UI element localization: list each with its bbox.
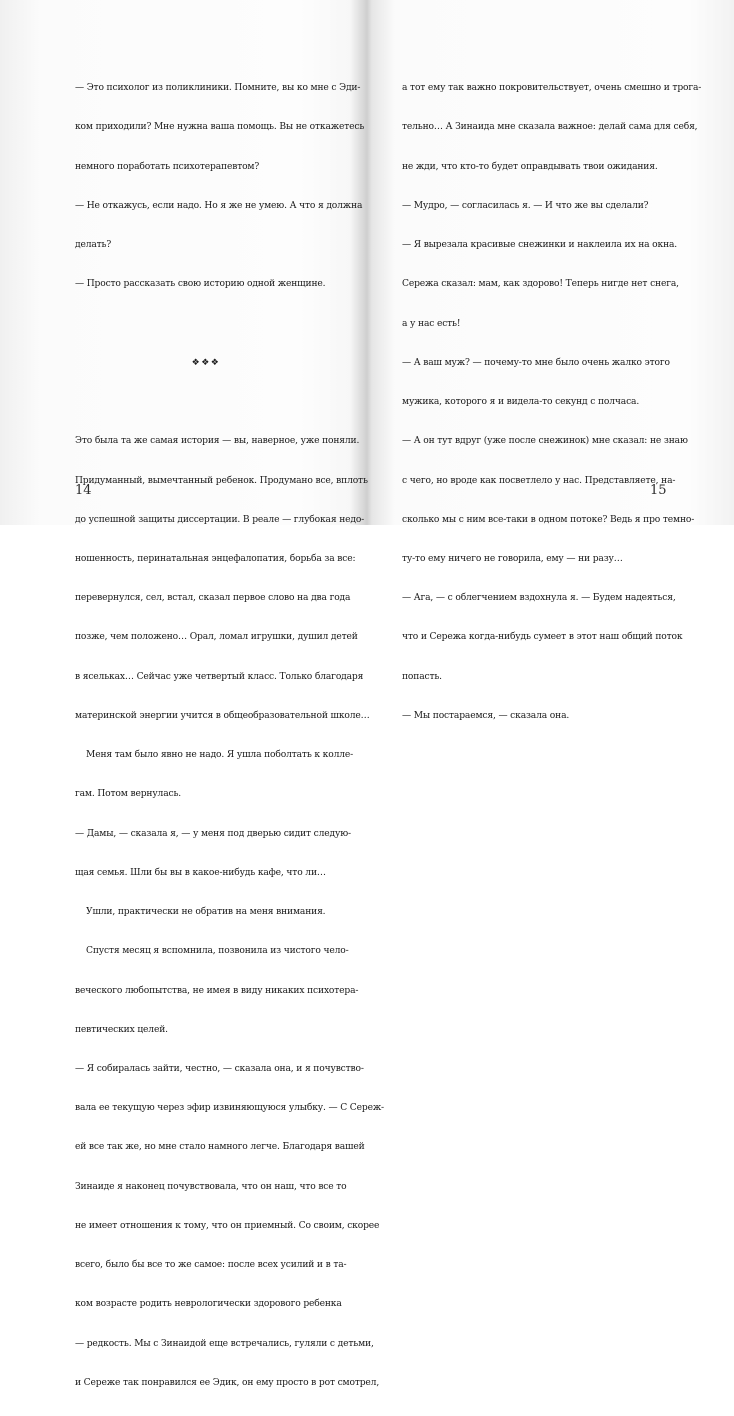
text-line: — Мудро, — согласилась я. — И что же вы сделали? [402,200,649,211]
text-line: ком возрасте родить неврологически здорового ребенка [75,1299,342,1310]
text-line: а у нас есть! [402,318,461,329]
text-line: вала ее текущую через эфир извиняющуюся улыбку. — С Сереж- [75,1103,384,1114]
text-line: Придуманный, вымечтанный ребенок. Продумано все, вплоть [75,475,368,486]
right-page-text [402,56,702,749]
section-break-ornament: ❖❖❖ [191,357,221,368]
section-gap [75,318,337,331]
left-page-text [75,56,384,1416]
text-line: Меня там было явно не надо. Я ушла поболтать к колле- [75,750,354,761]
text-line: — Мы постараемся, — сказала она. [402,710,570,721]
right-page [367,0,734,721]
text-line: не имеет отношения к тому, что он приемный. Со своим, скорее [75,1220,380,1231]
text-line: — Я вырезала красивые снежинки и наклеила их на окна. [402,240,678,251]
text-line: — редкость. Мы с Зинаидой еще встречались, гуляли с детьми, [75,1338,374,1349]
text-line: Зинаиде я наконец почувствовала, что он наш, что все то [75,1181,347,1192]
page-number-left: 14 [75,483,92,498]
text-line: перевернулся, сел, встал, сказал первое слово на два года [75,593,351,604]
text-line: не жди, что кто-то будет оправдывать твои ожидания. [402,161,658,172]
text-line: до успешной защиты диссертации. В реале — глубокая недо- [75,514,365,525]
text-line: — Я собиралась зайти, честно, — сказала она, и я почувство- [75,1064,364,1075]
page-number-right: 15 [650,483,667,498]
text-line: в яселькax… Сейчас уже четвертый класс. Только благодаря [75,671,364,682]
text-line: ту-то ему ничего не говорила, ему — ни разу… [402,553,623,564]
text-line: Это была та же самая история — вы, наверное, уже поняли. [75,436,360,447]
text-line: материнской энергии учится в общеобразовательной школе… [75,710,370,721]
text-line: а тот ему так важно покровительствует, очень смешно и трога- [402,83,702,94]
text-line: — Дамы, — сказала я, — у меня под дверью сидит следую- [75,828,351,839]
text-line: ношенность, перинатальная энцефалопатия, борьба за все: [75,553,356,564]
section-gap [75,396,337,409]
text-line: мужика, которого я и видела-то секунд с полчаса. [402,397,640,408]
text-line: тельно… А Зинаида мне сказала важное: делай сама для себя, [402,122,698,133]
text-line: — А он тут вдруг (уже после снежинок) мне сказал: не знаю [402,436,688,447]
text-line: веческого любопытства, не имея в виду никаких психотера- [75,985,359,996]
text-line: ком приходили? Мне нужна ваша помощь. Вы не откажетесь [75,122,365,133]
text-line: всего, было бы все то же самое: после всех усилий и в та- [75,1260,347,1271]
text-line: Ушли, практически не обратив на меня внимания. [75,907,326,918]
text-line: — Не откажусь, если надо. Но я же не умею. А что я должна [75,200,363,211]
text-line: попасть. [402,671,442,682]
text-line: делать? [75,240,112,251]
text-line: что и Сережа когда-нибудь сумеет в этот наш общий поток [402,632,683,643]
text-line: позже, чем положено… Орал, ломал игрушки, душил детей [75,632,358,643]
text-line: и Сереже так понравился ее Эдик, он ему просто в рот смотрел, [75,1377,380,1388]
text-line: — А ваш муж? — почему-то мне было очень жалко этого [402,357,670,368]
text-line: Спустя месяц я вспомнила, позвонила из чистого чело- [75,946,349,957]
text-line: с чего, но вроде как посветлело у нас. Представляете, на- [402,475,676,486]
text-line: — Это психолог из поликлиники. Помните, вы ко мне с Эди- [75,83,361,94]
text-line: — Просто рассказать свою историю одной женщине. [75,279,326,290]
text-line: сколько мы с ним все-таки в одном потоке? Ведь я про темно- [402,514,695,525]
text-line: Сережа сказал: мам, как здорово! Теперь нигде нет снега, [402,279,679,290]
text-line: гам. Потом вернулась. [75,789,182,800]
text-line: ей все так же, но мне стало намного легче. Благодаря вашей [75,1142,365,1153]
text-line: щая семья. Шли бы вы в какое-нибудь кафе, что ли… [75,867,326,878]
text-line: немного поработать психотерапевтом? [75,161,260,172]
text-line: певтических целей. [75,1024,168,1035]
text-line: — Ага, — с облегчением вздохнула я. — Будем надеяться, [402,593,676,604]
